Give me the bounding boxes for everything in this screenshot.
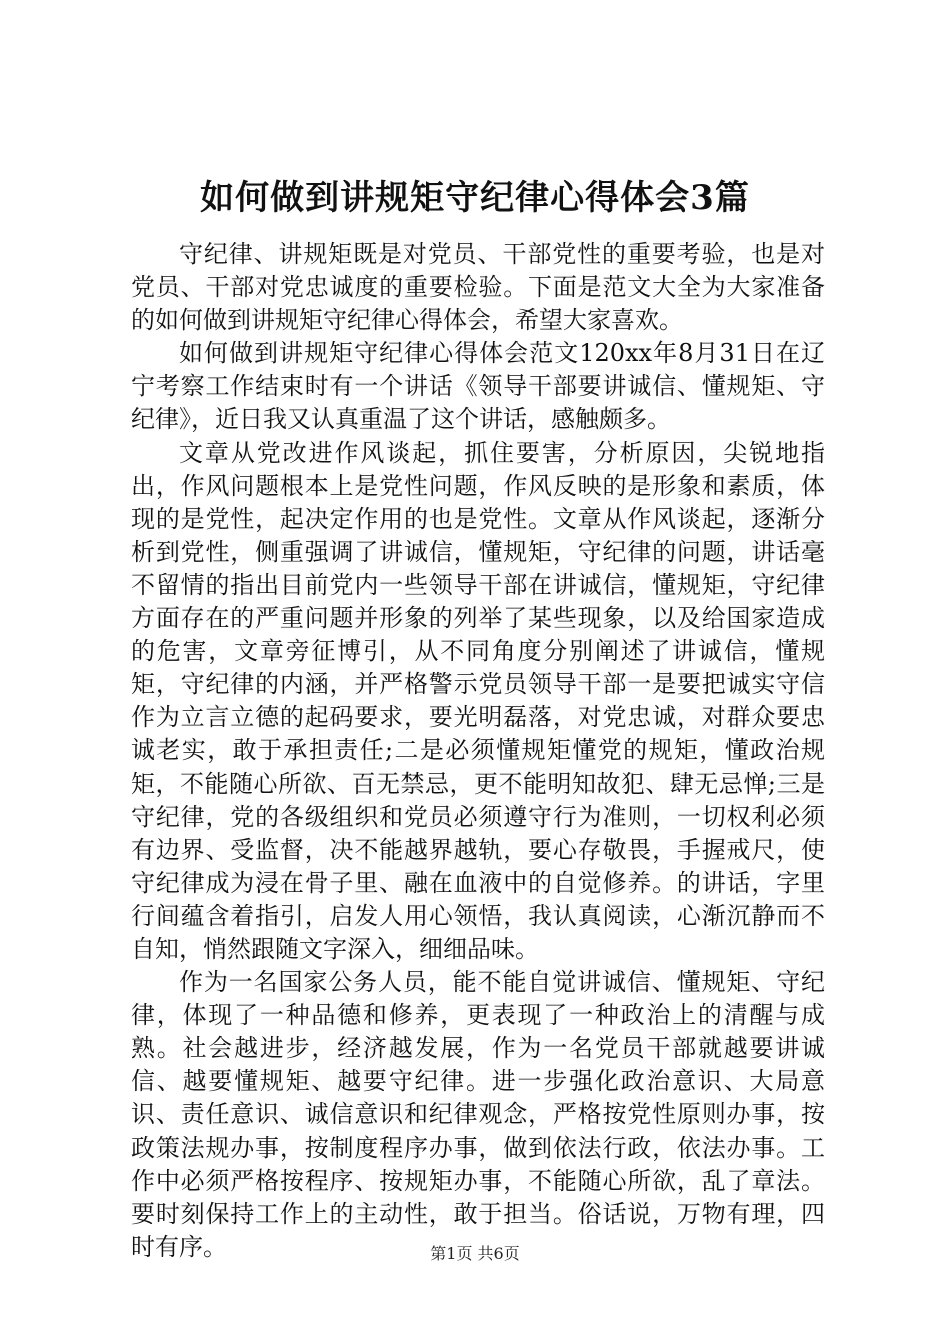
page-number-footer: 第1页 共6页: [430, 1244, 520, 1263]
document-body: [131, 238, 825, 1264]
paragraph-civil-servant: 作为一名国家公务人员，能不能自觉讲诚信、懂规矩、守纪律，体现了一种品德和修养，更表现了一种政治上的清醒与成熟。社会越进步，经济越发展，作为一名党员干部就越要讲诚信、越要懂规矩、越要守纪律。进一步强化政治意识、大局意识、责任意识、诚信意识和纪律观念，严格按党性原则办事，按政策法规办事，按制度程序办事，做到依法行政，依法办事。工作中必须严格按程序、按规矩办事，不能随心所欲，乱了章法。要时刻保持工作上的主动性，敢于担当。俗话说，万物有理，四时有序。: [131, 968, 825, 1261]
paragraph-intro: 守纪律、讲规矩既是对党员、干部党性的重要考验，也是对党员、干部对党忠诚度的重要检验。下面是范文大全为大家准备的如何做到讲规矩守纪律心得体会，希望大家喜欢。: [131, 240, 825, 335]
paragraph-article-analysis: 文章从党改进作风谈起，抓住要害，分析原因，尖锐地指出，作风问题根本上是党性问题，作风反映的是形象和素质，体现的是党性，起决定作用的也是党性。文章从作风谈起，逐渐分析到党性，侧重强调了讲诚信，懂规矩，守纪律的问题，讲话毫不留情的指出目前党内一些领导干部在讲诚信，懂规矩，守纪律方面存在的严重问题并形象的列举了某些现象，以及给国家造成的危害，文章旁征博引，从不同角度分别阐述了讲诚信，懂规矩，守纪律的内涵，并严格警示党员领导干部一是要把诚实守信作为立言立德的起码要求，要光明磊落，对党忠诚，对群众要忠诚老实，敢于承担责任;二是必须懂规矩懂党的规矩，懂政治规矩，不能随心所欲、百无禁忌，更不能明知故犯、肆无忌惮;三是守纪律，党的各级组织和党员必须遵守行为准则，一切权利必须有边界、受监督，决不能越界越轨，要心存敬畏，手握戒尺，使守纪律成为浸在骨子里、融在血液中的自觉修养。的讲话，字里行间蕴含着指引，启发人用心领悟，我认真阅读，心渐沉静而不自知，悄然跟随文字深入，细细品味。: [131, 438, 825, 963]
paragraph-speech-reference: 如何做到讲规矩守纪律心得体会范文120xx年8月31日在辽宁考察工作结束时有一个讲话《领导干部要讲诚信、懂规矩、守纪律》，近日我又认真重温了这个讲话，感触颇多。: [131, 339, 825, 434]
document-title: 如何做到讲规矩守纪律心得体会3篇: [200, 178, 750, 218]
